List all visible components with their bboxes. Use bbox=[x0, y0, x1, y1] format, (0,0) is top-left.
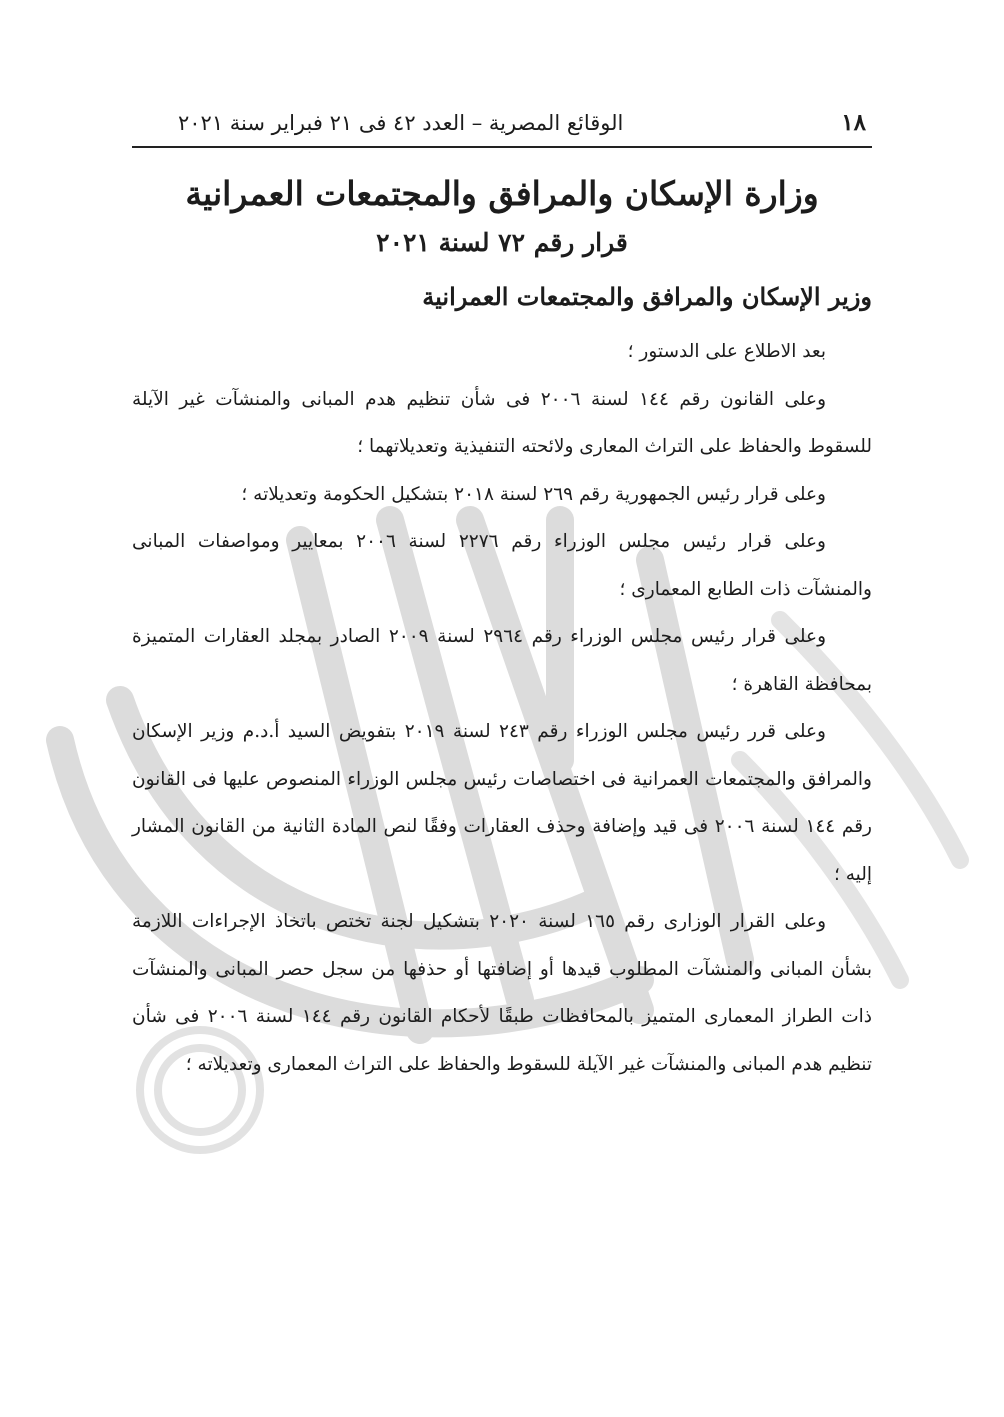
preamble-paragraph: بعد الاطلاع على الدستور ؛ bbox=[627, 341, 826, 362]
ministry-title: وزارة الإسكان والمرافق والمجتمعات العمرانية bbox=[185, 174, 819, 213]
gazette-header-title: الوقائع المصرية – العدد ٤٢ فى ٢١ فبراير سنة ٢٠٢١ bbox=[178, 111, 624, 135]
minister-heading: وزير الإسكان والمرافق والمجتمعات العمرانية bbox=[422, 282, 872, 311]
gazette-page bbox=[132, 108, 872, 1088]
preamble-paragraph: وعلى قرار رئيس الجمهورية رقم ٢٦٩ لسنة ٢٠١٨ بتشكيل الحكومة وتعديلاته ؛ bbox=[241, 483, 826, 505]
page-header bbox=[132, 108, 872, 148]
page-number: ١٨ bbox=[841, 109, 866, 136]
preamble-paragraph: وعلى القانون رقم ١٤٤ لسنة ٢٠٠٦ فى شأن تنظيم هدم المبانى والمنشآت غير الآيلة للسقوط والحفاظ على التراث المعارى ولائحته التنفيذية وتعديلاتهما ؛ bbox=[132, 388, 872, 457]
preamble-paragraph: وعلى قرر رئيس مجلس الوزراء رقم ٢٤٣ لسنة ٢٠١٩ بتفويض السيد أ.د.م وزير الإسكان والمرافق والمجتمعات العمرانية فى اختصاصات رئيس مجلس الوزراء المنصوص عليها فى القانون رقم ١٤٤ لسنة ٢٠٠٦ فى قيد وإضافة وحذف العقارات وفقًا لنص المادة الثانية من القانون المشار إليه ؛ bbox=[132, 721, 872, 885]
decree-title: قرار رقم ٧٢ لسنة ٢٠٢١ bbox=[376, 228, 628, 257]
preamble-paragraph: وعلى القرار الوزارى رقم ١٦٥ لسنة ٢٠٢٠ بتشكيل لجنة تختص باتخاذ الإجراءات اللازمة بشأن المبانى والمنشآت المطلوب قيدها أو إضافتها أو حذفها من سجل حصر المبانى والمنشآت ذات الطراز المعمارى المتميز بالمحافظات طبقًا لأحكام القانون رقم ١٤٤ لسنة ٢٠٠٦ فى شأن تنظيم هدم المبانى والمنشآت غير الآيلة للسقوط والحفاظ على التراث المعمارى وتعديلاته ؛ bbox=[132, 911, 873, 1075]
preamble-paragraph: وعلى قرار رئيس مجلس الوزراء رقم ٢٢٧٦ لسنة ٢٠٠٦ بمعايير ومواصفات المبانى والمنشآت ذات الطابع المعمارى ؛ bbox=[132, 531, 872, 600]
preamble-paragraph: وعلى قرار رئيس مجلس الوزراء رقم ٢٩٦٤ لسنة ٢٠٠٩ الصادر بمجلد العقارات المتميزة بمحافظة القاهرة ؛ bbox=[132, 626, 872, 695]
